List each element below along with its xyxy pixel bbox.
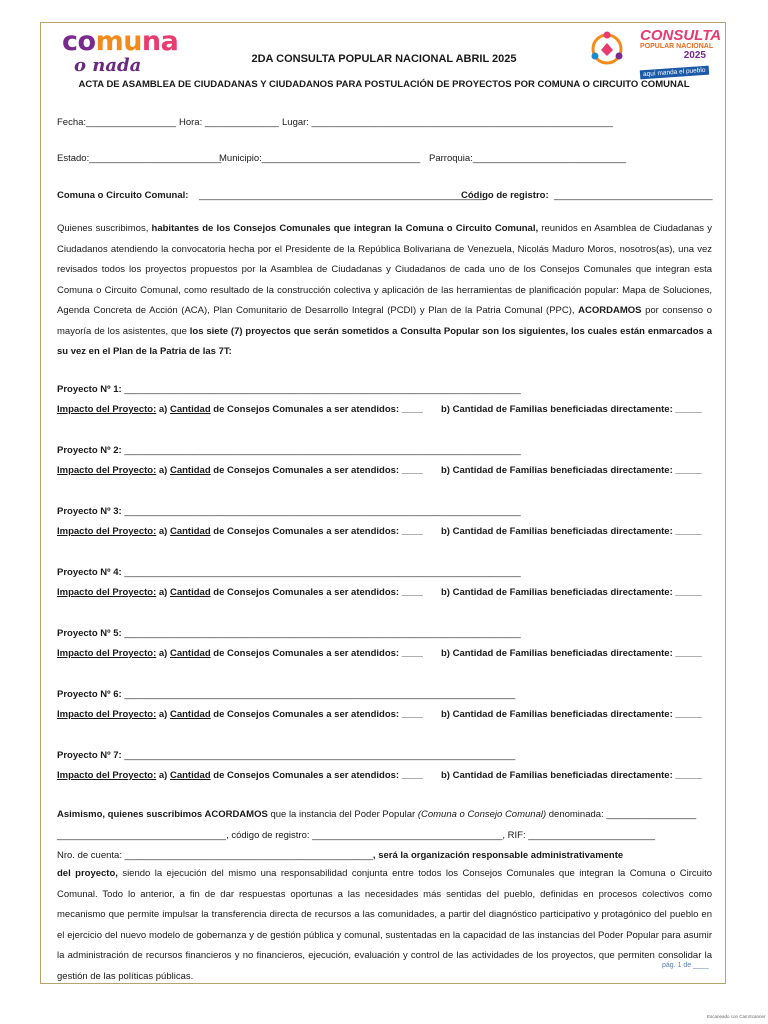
project-1-impact-b[interactable]: b) Cantidad de Familias beneficiadas directamente: _____ [441,404,702,415]
project-name-field[interactable]: __________________________________________________________________________ [124,750,516,761]
impact-consejos[interactable]: de Consejos Comunales a ser atendidos: ____ [210,770,423,781]
project-5-impact-a[interactable] [57,648,423,659]
project-4-impact-b[interactable]: b) Cantidad de Familias beneficiadas directamente: _____ [441,587,702,598]
page-number: pág. 1 de ____ [662,962,709,969]
estado-field[interactable]: Estado:_________________________ [57,153,222,164]
project-name-field[interactable]: __________________________________________________________________________ [124,689,516,700]
impact-sep: a) [156,465,170,476]
document-title: 2DA CONSULTA POPULAR NACIONAL ABRIL 2025 [251,53,517,65]
impact-cantidad: Cantidad [169,526,211,537]
project-name-field[interactable]: ___________________________________________________________________________ [124,628,521,639]
impact-sep: a) [156,648,170,659]
impact-cantidad: Cantidad [169,709,211,720]
hora-field[interactable]: Hora: ______________ [179,117,279,128]
project-3-row[interactable] [57,506,521,517]
impact-consejos[interactable]: de Consejos Comunales a ser atendidos: ____ [210,404,423,415]
project-label: Proyecto Nº 1: [57,384,122,395]
consulta-popular-logo: CONSULTA POPULAR NACIONAL 2025 aquí manda el pueblo [640,27,722,79]
project-3-impact-b[interactable]: b) Cantidad de Familias beneficiadas directamente: _____ [441,526,702,537]
impact-sep: a) [156,404,170,415]
project-1-impact-a[interactable] [57,404,423,415]
impact-label: Impacto del Proyecto: [57,404,157,415]
impact-consejos[interactable]: de Consejos Comunales a ser atendidos: ____ [210,587,423,598]
project-name-field[interactable]: ___________________________________________________________________________ [124,445,521,456]
project-label: Proyecto Nº 3: [57,506,122,517]
impact-consejos[interactable]: de Consejos Comunales a ser atendidos: ____ [210,648,423,659]
project-4-row[interactable] [57,567,521,578]
project-2-row[interactable] [57,445,521,456]
impact-label: Impacto del Proyecto: [57,465,157,476]
closing-line-2[interactable]: ________________________________, código de registro: ____________________________________, RIF: ________________________ [57,830,656,841]
impact-label: Impacto del Proyecto: [57,709,157,720]
impact-label: Impacto del Proyecto: [57,587,157,598]
project-7-impact-b[interactable]: b) Cantidad de Familias beneficiadas directamente: _____ [441,770,702,781]
impact-sep: a) [156,587,170,598]
project-6-impact-b[interactable]: b) Cantidad de Familias beneficiadas directamente: _____ [441,709,702,720]
project-4-impact-a[interactable] [57,587,423,598]
project-label: Proyecto Nº 5: [57,628,122,639]
municipio-field[interactable]: Municipio:______________________________ [219,153,421,164]
scanner-watermark: Escaneado con CamScanner [707,1014,766,1019]
project-7-impact-a[interactable] [57,770,423,781]
codigo-label: Código de registro: [461,190,549,201]
comuna-field[interactable]: ______________________________________________________ [199,190,485,201]
impact-consejos[interactable]: de Consejos Comunales a ser atendidos: ____ [210,465,423,476]
closing-line-3[interactable]: Nro. de cuenta: _______________________________________________, será la organización responsable administrativamente [57,850,624,861]
project-name-field[interactable]: ___________________________________________________________________________ [124,567,521,578]
intro-paragraph: Quienes suscribimos, habitantes de los Consejos Comunales que integran la Comuna o Circuito Comunal, reunidos en Asamblea de Ciudadanas y Ciudadanos atendiendo la convocatoria hecha por el Presidente de la República Bolivariana de Venezuela, Nicolás Maduro Moros, nosotros(as), una vez revisados todos los proyectos propuestos por la Asamblea de Ciudadanas y Ciudadanos de cada uno de los Consejos Comunales que integran esta Comuna o Circuito Comunal, como resultado de la construcción colectiva y aplicación de las herramientas de planificación popular: Mapa de Soluciones, Agenda Concreta de Acción (ACA), Plan Comunitario de Desarrollo Integral (PCDI) y Plan de la Patria Comunal (PPC), ACORDAMOS por consenso o mayoría de los asistentes, que los siete (7) proyectos que serán sometidos a Consulta Popular son los siguientes, los cuales están enmarcados a su vez en el Plan de la Patria de las 7T: [57,223,712,357]
impact-consejos[interactable]: de Consejos Comunales a ser atendidos: ____ [210,526,423,537]
comuna-o-nada-logo: comuna o nada [62,26,179,76]
project-2-impact-a[interactable] [57,465,423,476]
project-label: Proyecto Nº 2: [57,445,122,456]
lugar-field[interactable]: Lugar: _________________________________________________________ [282,117,613,128]
impact-sep: a) [156,526,170,537]
impact-label: Impacto del Proyecto: [57,526,157,537]
codigo-field[interactable]: ______________________________ [554,190,713,201]
impact-label: Impacto del Proyecto: [57,770,157,781]
closing-line-1: Asimismo, quienes suscribimos ACORDAMOS que la instancia del Poder Popular (Comuna o Consejo Comunal) denominada: _________________ [57,809,697,820]
impact-cantidad: Cantidad [169,465,211,476]
impact-sep: a) [156,709,170,720]
impact-sep: a) [156,770,170,781]
impact-label: Impacto del Proyecto: [57,648,157,659]
impact-consejos[interactable]: de Consejos Comunales a ser atendidos: ____ [210,709,423,720]
project-1-row[interactable] [57,384,521,395]
project-name-field[interactable]: ___________________________________________________________________________ [124,506,521,517]
closing-paragraph: del proyecto, siendo la ejecución del mismo una responsabilidad conjunta entre todos los Consejos Comunales que integran la Comuna o Circuito Comunal. Todo lo anterior, a fin de dar respuestas oportunas a las necesidades más sentidas del pueblo, definidas en procesos colectivos como mecanismo que permite impulsar la transferencia directa de recursos a las comunidades, a partir del diagnóstico participativo y protagónico del pueblo en el ejercicio del nuevo modelo de gobernanza y de gestión pública y comunal, sustentadas en la capacidad de las instancias del Poder Popular para asumir la administración de recursos financieros y no financieros, ejecución, evaluación y control de las actividades de los proyectos, que permiten consolidar la gestión de las políticas públicas. [57,868,712,982]
project-label: Proyecto Nº 7: [57,750,122,761]
impact-cantidad: Cantidad [169,648,211,659]
project-3-impact-a[interactable] [57,526,423,537]
project-label: Proyecto Nº 4: [57,567,122,578]
impact-cantidad: Cantidad [169,770,211,781]
project-2-impact-b[interactable]: b) Cantidad de Familias beneficiadas directamente: _____ [441,465,702,476]
project-7-row[interactable] [57,750,515,761]
fecha-field[interactable]: Fecha:_________________ [57,117,176,128]
parroquia-field[interactable]: Parroquia:_____________________________ [429,153,627,164]
document-subtitle: ACTA DE ASAMBLEA DE CIUDADANAS Y CIUDADANOS PARA POSTULACIÓN DE PROYECTOS POR COMUNA O CIRCUITO COMUNAL [78,79,690,90]
project-5-impact-b[interactable]: b) Cantidad de Familias beneficiadas directamente: _____ [441,648,702,659]
project-name-field[interactable]: ___________________________________________________________________________ [124,384,521,395]
project-5-row[interactable] [57,628,521,639]
project-6-impact-a[interactable] [57,709,423,720]
impact-cantidad: Cantidad [169,404,211,415]
impact-cantidad: Cantidad [169,587,211,598]
project-6-row[interactable] [57,689,515,700]
project-label: Proyecto Nº 6: [57,689,122,700]
comuna-label: Comuna o Circuito Comunal: [57,190,189,201]
